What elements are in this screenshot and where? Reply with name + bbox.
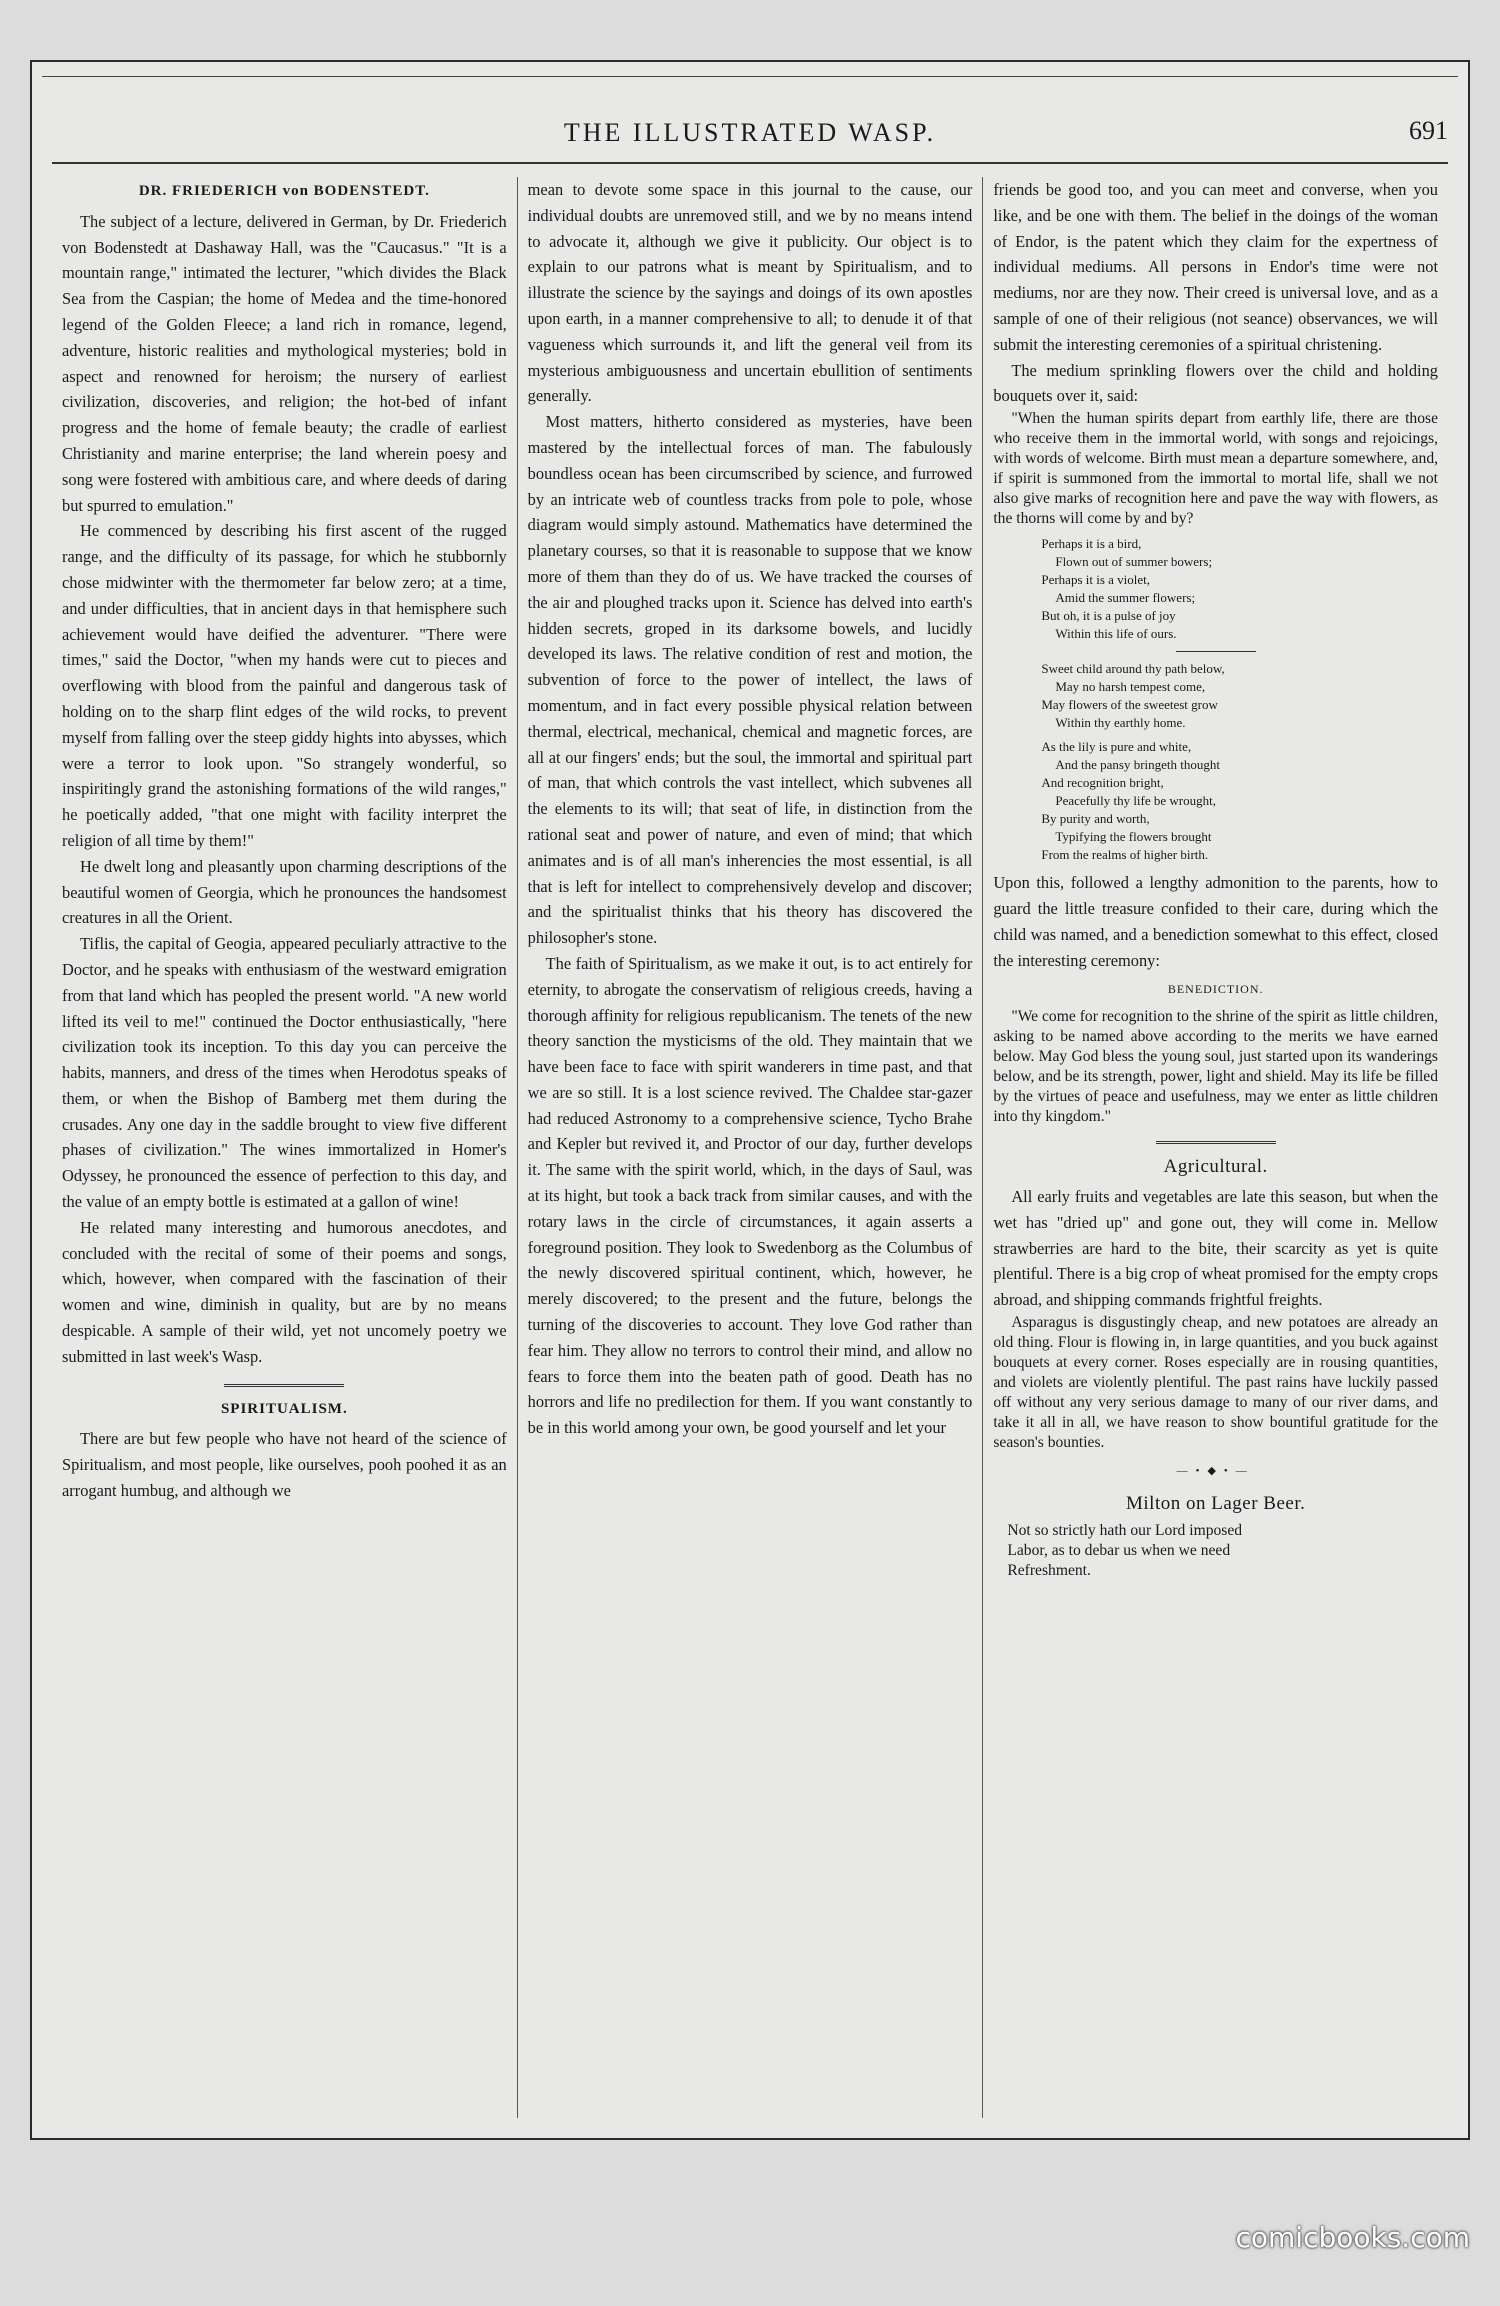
masthead-title: THE ILLUSTRATED WASP. [563, 118, 937, 147]
poem-line: Amid the summer flowers; [1055, 590, 1196, 606]
poem-line: Sweet child around thy path below, [1041, 661, 1225, 677]
paragraph: Tiflis, the capital of Geogia, appeared peculiarly attractive to the Doctor, and he speaks with enthusiasm of the westward emigration from that land which has peopled the present world. "A new world lifted its veil to me!" continued the Doctor enthusiastically, "here civilization took its inception. To this day you can perceive the habits, manners, and dress of the times when Herodotus speaks of them, or when the Bishop of Bamberg met them during the crusades. Any one day in the saddle brought to view five different phases of civilization." The wines immortalized in Homer's Odyssey, he pronounced the essence of perfection to this day, and the value of an empty bottle is estimated at a gallon of wine! [62, 934, 507, 1212]
article-heading-agricultural: Agricultural. [1163, 1156, 1268, 1178]
poem-line: From the realms of higher birth. [1041, 847, 1209, 863]
block-quote: "When the human spirits depart from earthly life, there are those who receive them in the immortal world, with songs and rejoicings, with words of welcome. Birth must mean a departure somewhere, and, if spirit is summoned from the immortal to mortal life, shall we not also give marks of recognition here and pave the way with flowers, as the thorns will come by and by? [993, 410, 1439, 528]
watermark-text: comicbooks.com [1235, 2221, 1470, 2254]
poem-line: Peacefully thy life be wrought, [1055, 793, 1216, 809]
poem-line: And the pansy bringeth thought [1055, 757, 1220, 773]
verse-line: Labor, as to debar us when we need [1007, 1541, 1231, 1559]
paragraph: He related many interesting and humorous anecdotes, and concluded with the recital of some of their poems and songs, which, however, when compared with the fascination of their women and wine, diminish in quality, but are by no means despicable. A sample of their wild, yet not uncomely poetry we submitted in last week's Wasp. [62, 1217, 507, 1366]
poem-line: Perhaps it is a violet, [1041, 572, 1151, 588]
poem-line: But oh, it is a pulse of joy [1041, 608, 1176, 624]
paragraph: mean to devote some space in this journal to the cause, our individual doubts are unremoved still, and we by no means intend to advocate it, although we give it publicity. Our object is to explain to our patrons what is meant by Spiritualism, and to illustrate the science by the sayings and doings of its own apostles upon earth, in a manner comprehensive to all; to denude it of that vagueness which surrounds it, and lift the general veil from its mysterious ambiguousness and uncertain ebullition of sentiments generally. [527, 180, 973, 406]
article-heading-milton: Milton on Lager Beer. [1126, 1492, 1306, 1514]
top-border-line [42, 76, 1458, 77]
block-quote: "We come for recognition to the shrine of the spirit as little children, asking to be named above according to the merits we have earned below. May God bless the young soul, just started upon its wanderings below, and be its strength, power, light and shield. May its life be filled by the virtues of peace and usefulness, may we enter as little children into thy kingdom." [993, 1008, 1439, 1126]
poem-line: Flown out of summer bowers; [1055, 554, 1213, 570]
article-heading-spiritualism: SPIRITUALISM. [220, 1400, 348, 1417]
paragraph: Upon this, followed a lengthy admonition to the parents, how to guard the little treasure confided to their care, during which the child was named, and a benediction somewhat to this effect, closed the interesting ceremony: [993, 873, 1439, 970]
paragraph: friends be good too, and you can meet and converse, when you like, and be one with them. The belief in the doings of the woman of Endor, is the patent which they claim for the expertness of individual mediums. All persons in Endor's time were not mediums, nor are they now. Their creed is universal love, and as a sample of one of their religious (not seance) observances, we will submit the interesting ceremonies of a spiritual christening. [993, 180, 1439, 354]
poem-line: And recognition bright, [1041, 775, 1164, 791]
poem-line: Within this life of ours. [1055, 626, 1177, 642]
poem-line: Typifying the flowers brought [1055, 829, 1212, 845]
paragraph: He commenced by describing his first ascent of the rugged range, and the difficulty of its passage, for which he stubbornly chose midwinter with the thermometer far below zero; at a time, and under difficulties, that in ancient days in that hemisphere such achievement would have deified the adventurer. "There were times," said the Doctor, "when my hands were cut to pieces and overflowing with blood from the painful and dangerous task of holding on to the sharp flint edges of the wild rocks, to prevent myself from falling over the steep giddy hights into abysses, which were a terror to look upon. "So strangely wonderful, so inspiritingly grand the astonishing formations of the wild ranges," he poetically added, "that one might with facility interpret the religion of all time by them!" [62, 521, 507, 850]
page-header [52, 112, 1448, 164]
section-divider [224, 1384, 344, 1387]
poem-line: Within thy earthly home. [1055, 715, 1186, 731]
poem-line: By purity and worth, [1041, 811, 1150, 827]
article-heading-bodenstedt: DR. FRIEDERICH von BODENSTEDT. [138, 183, 430, 199]
verse-line: Refreshment. [1007, 1561, 1091, 1579]
poem-line: Perhaps it is a bird, [1041, 536, 1142, 552]
poem-stanza-3 [1041, 738, 1438, 864]
poem-stanza-2 [1041, 660, 1438, 732]
poem-line: As the lily is pure and white, [1041, 739, 1192, 755]
paragraph-condensed: Asparagus is disgustingly cheap, and new potatoes are already an old thing. Flour is flowing in, in large quantities, and you buck against bouquets at every corner. Roses especially are in rousing quantities, and violets are violently plentiful. The past rains have luckily passed off without any very serious damage to many of our river dams, and take it all in all, we have reason to show bountiful gratitude for the season's bounties. [993, 1313, 1439, 1451]
column-1 [52, 177, 517, 2118]
poem-line: May no harsh tempest come, [1055, 679, 1206, 695]
ornamental-divider: —•◆•— [1176, 1464, 1255, 1477]
paragraph: There are but few people who have not heard of the science of Spiritualism, and most people, like ourselves, pooh poohed it as an arrogant humbug, and although we [62, 1429, 507, 1501]
poem-divider [1176, 651, 1256, 652]
verse-block [1007, 1521, 1438, 1581]
poem-stanza-1 [1041, 535, 1438, 643]
paragraph: Most matters, hitherto considered as mysteries, have been mastered by the intellectual forces of man. The fabulously boundless ocean has been circumscribed by science, and furrowed by an intricate web of countless tracks from pole to pole, whose diagram would simply astound. Mathematics have determined the planetary courses, so that it is reasonable to suppose that we know more of them than they do of us. We have tracked the courses of the air and ploughed tracks upon it. Science has delved into earth's hidden secrets, groped in its darksome bowels, and lucidly developed its laws. The relative condition of rest and motion, the subvention of force to the power of intellect, the laws of momentum, and in fact every possible physical relation between thermal, electrical, mechanical, chemical and magnetic forces, are all at our fingers' ends; but the soul, the immortal and spiritual part of man, that which controls the vast intellect, which subvenes all the elements to its will; that seat of life, in distinction from the rational seat and power of nature, and even of mind; that which animates and is of all man's inherencies the most essential, is all that is left for intellect to comprehensively develop and discover; and the spiritualist thinks that his theory has discovered the philosopher's stone. [527, 412, 973, 948]
article-columns [52, 177, 1448, 2118]
section-divider [1156, 1141, 1276, 1144]
poem-line: May flowers of the sweetest grow [1041, 697, 1218, 713]
column-3 [982, 177, 1448, 2118]
paragraph: He dwelt long and pleasantly upon charming descriptions of the beautiful women of Georgia, which he pronounces the handsomest creatures in all the Orient. [62, 856, 507, 928]
verse-line: Not so strictly hath our Lord imposed [1007, 1521, 1243, 1539]
benediction-label: BENEDICTION. [1167, 982, 1264, 997]
paragraph: The medium sprinkling flowers over the child and holding bouquets over it, said: [993, 360, 1439, 406]
page-number: 691 [1409, 116, 1448, 145]
column-2 [517, 177, 983, 2118]
paragraph: The subject of a lecture, delivered in German, by Dr. Friederich von Bodenstedt at Dashaway Hall, was the "Caucasus." "It is a mountain range," intimated the lecturer, "which divides the Black Sea from the Caspian; the home of Medea and the time-honored legend of the Golden Fleece; a land rich in romance, legend, adventure, historic realities and mythological mysteries; bold in aspect and renowned for heroism; the nursery of earliest civilization, discoveries, and religion; the hot-bed of infant progress and the home of female beauty; the cradle of earliest Christianity and marine enterprise; the land wherein poesy and song were fostered with ambitious care, and where deeds of daring but spurred to emulation." [62, 211, 507, 515]
paragraph: All early fruits and vegetables are late this season, but when the wet has "dried up" and gone out, they will come in. Mellow strawberries are hard to the bite, their scarcity as yet is quite plentiful. There is a big crop of wheat promised for the empty crops abroad, and shipping commands frightful freights. [993, 1186, 1439, 1310]
newspaper-page [30, 60, 1470, 2140]
paragraph: The faith of Spiritualism, as we make it out, is to act entirely for eternity, to abrogate the conservatism of religious creeds, having a thorough affinity for religious republicanism. The tenets of the new theory sanction the mysticisms of the old. They maintain that we have been face to face with spirit wanderers in time past, and that we are so still. It is a lost science revived. The Chaldee star-gazer had reduced Astronomy to a comprehensive science, Tycho Brahe and Kepler but revived it, and Proctor of our day, further develops it. The same with the spirit world, which, in the days of Saul, was at its hight, but took a back track from similar causes, and with the rotary laws in the circle of circumstances, it again asserts a foreground position. They look to Swedenborg as the Columbus of the newly discovered spiritual continent, which, however, he merely discovered; to the present and the future, belongs the turning of the discoveries to account. They love God rather than fear him. They allow no terrors to control their mind, and allow no fears to force them into the beaten path of good. Death has no horrors and life no predilection for them. If you want constantly to be in this world among your own, be good yourself and let your [527, 953, 973, 1438]
